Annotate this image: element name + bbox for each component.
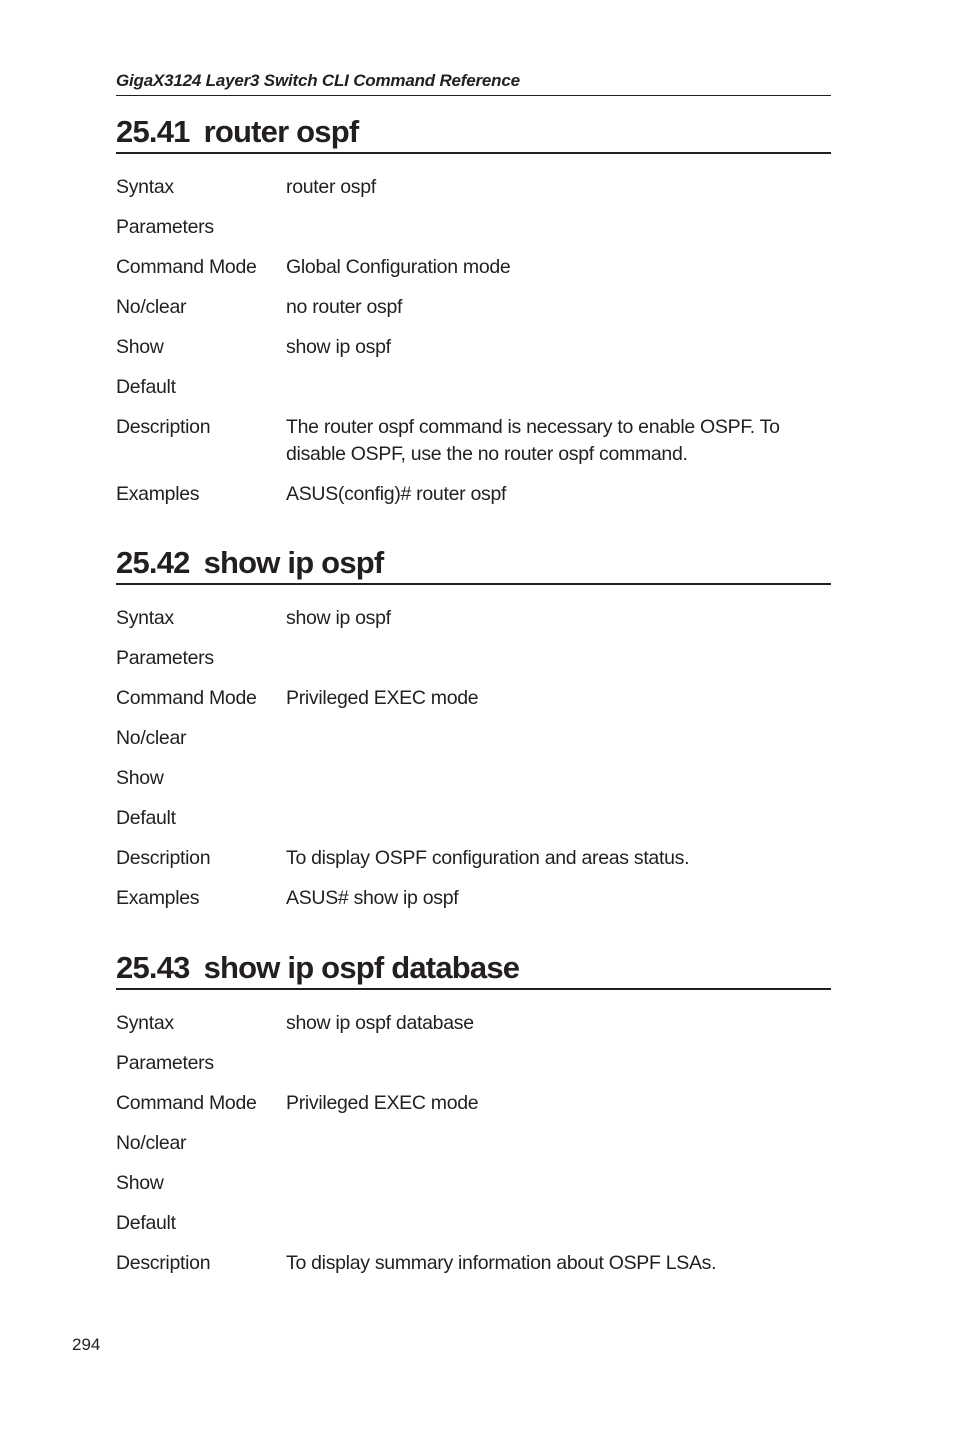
field-label: Syntax: [116, 1012, 174, 1034]
field-value: Privileged EXEC mode: [286, 1092, 479, 1114]
field-value: [286, 1210, 806, 1237]
field-value: ASUS# show ip ospf: [286, 887, 459, 909]
field-list: [116, 1010, 831, 1277]
field-label: No/clear: [116, 727, 187, 749]
field-label: Command Mode: [116, 256, 257, 278]
field-list: [116, 605, 831, 912]
field-value: Global Configuration mode: [286, 256, 511, 278]
field-label: Description: [116, 847, 211, 869]
page-number: 294: [72, 1335, 101, 1354]
field-value: [286, 645, 806, 672]
section-heading: show ip ospf database: [203, 950, 520, 985]
section-show-ip-ospf: [116, 543, 831, 925]
field-row-no-clear: [116, 294, 831, 321]
section-heading: show ip ospf: [203, 545, 384, 580]
field-value: Privileged EXEC mode: [286, 687, 479, 709]
field-label: Show: [116, 336, 164, 358]
section-title: [116, 543, 831, 585]
field-label: Default: [116, 376, 176, 398]
field-label: Default: [116, 807, 176, 829]
field-value: show ip ospf database: [286, 1012, 474, 1034]
field-value: [286, 374, 806, 401]
field-label: Syntax: [116, 607, 174, 629]
field-row-examples: [116, 481, 831, 508]
field-value: [286, 1130, 806, 1157]
field-row-command-mode: [116, 254, 831, 281]
section-number: 25.43: [116, 950, 190, 985]
section-show-ip-ospf-database: [116, 948, 831, 1290]
field-value: [286, 805, 806, 832]
field-row-syntax: [116, 1010, 831, 1037]
field-label: Show: [116, 1172, 164, 1194]
field-label: Parameters: [116, 647, 214, 669]
field-row-default: [116, 1210, 831, 1237]
field-value: [286, 214, 806, 241]
field-row-no-clear: [116, 725, 831, 752]
field-row-examples: [116, 885, 831, 912]
field-value: To display OSPF configuration and areas status.: [286, 847, 690, 869]
field-list: [116, 174, 831, 508]
field-value: show ip ospf: [286, 336, 391, 358]
field-row-show: [116, 765, 831, 792]
running-header: GigaX3124 Layer3 Switch CLI Command Reference: [116, 70, 831, 96]
field-label: Examples: [116, 887, 200, 909]
field-row-command-mode: [116, 685, 831, 712]
field-row-parameters: [116, 214, 831, 241]
field-value: router ospf: [286, 176, 376, 198]
field-row-no-clear: [116, 1130, 831, 1157]
field-row-command-mode: [116, 1090, 831, 1117]
field-value: [286, 725, 806, 752]
field-label: Syntax: [116, 176, 174, 198]
field-label: Parameters: [116, 1052, 214, 1074]
field-value: [286, 765, 806, 792]
field-value: [286, 1170, 806, 1197]
field-row-description: [116, 1250, 831, 1277]
field-label: Examples: [116, 483, 200, 505]
field-row-description: [116, 414, 831, 468]
field-label: Description: [116, 1252, 211, 1274]
field-label: Show: [116, 767, 164, 789]
field-value: The router ospf command is necessary to enable OSPF. To disable OSPF, use the no router ospf command.: [286, 416, 780, 465]
field-label: No/clear: [116, 296, 187, 318]
field-row-parameters: [116, 645, 831, 672]
field-row-show: [116, 334, 831, 361]
section-number: 25.41: [116, 114, 190, 149]
field-value: show ip ospf: [286, 607, 391, 629]
field-row-description: [116, 845, 831, 872]
field-row-default: [116, 374, 831, 401]
section-router-ospf: [116, 112, 831, 521]
field-row-syntax: [116, 174, 831, 201]
field-row-show: [116, 1170, 831, 1197]
section-number: 25.42: [116, 545, 190, 580]
field-label: Command Mode: [116, 1092, 257, 1114]
field-label: Command Mode: [116, 687, 257, 709]
field-label: Description: [116, 416, 211, 438]
field-label: No/clear: [116, 1132, 187, 1154]
field-value: [286, 1050, 806, 1077]
field-value: no router ospf: [286, 296, 403, 318]
field-row-parameters: [116, 1050, 831, 1077]
section-heading: router ospf: [203, 114, 359, 149]
field-value: ASUS(config)# router ospf: [286, 483, 507, 505]
field-row-default: [116, 805, 831, 832]
section-title: [116, 948, 831, 990]
field-label: Default: [116, 1212, 176, 1234]
field-label: Parameters: [116, 216, 214, 238]
section-title: [116, 112, 831, 154]
field-row-syntax: [116, 605, 831, 632]
field-value: To display summary information about OSPF LSAs.: [286, 1252, 717, 1274]
